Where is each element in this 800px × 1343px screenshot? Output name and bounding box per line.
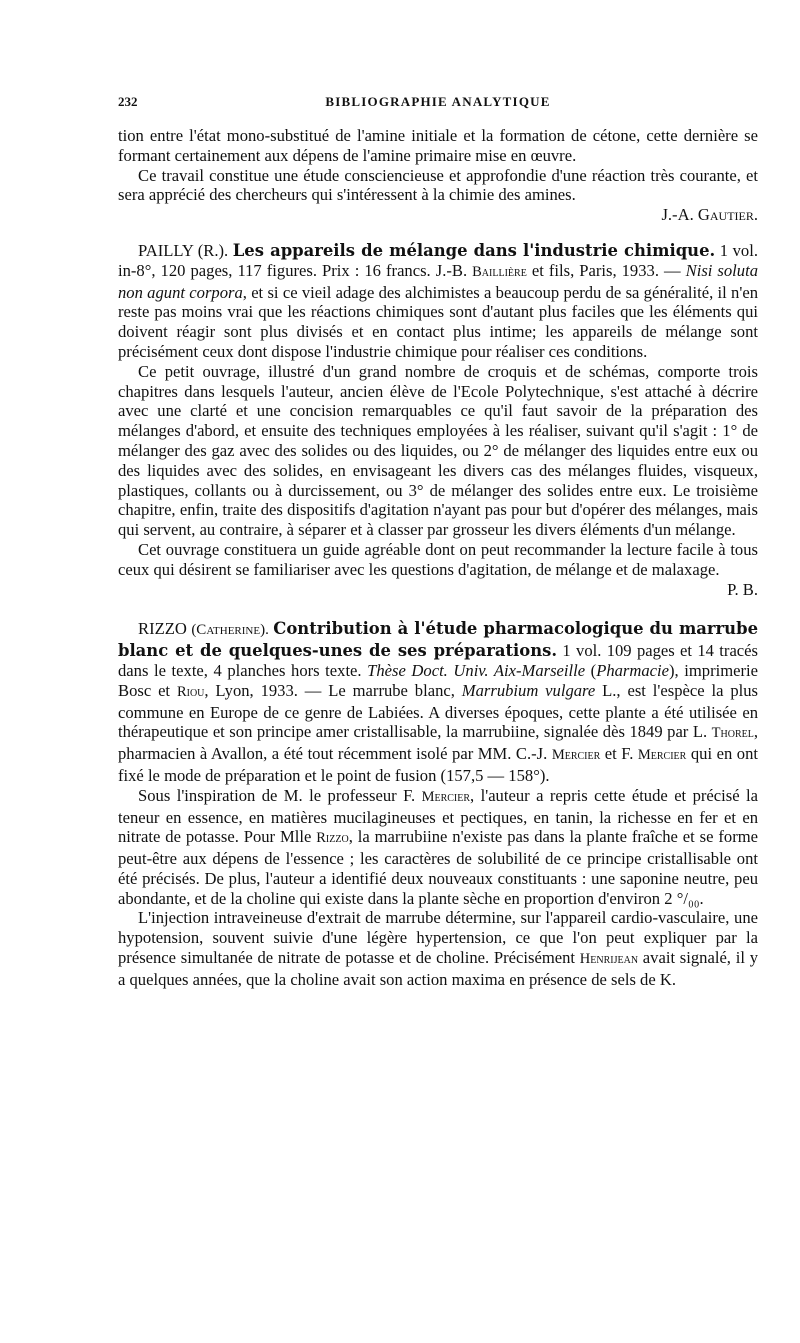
person-name: Henrijean [579, 951, 639, 968]
entry-publication: ( [585, 660, 597, 680]
entry-paragraph [118, 786, 758, 909]
entry-publication: 1 vol. 109 pages et 14 tracés dans le texte, 4 planches hors texte. [118, 641, 758, 680]
entry-text: qui en ont fixé le mode de préparation et le point de fusion (157,5 — 158°). [118, 744, 759, 785]
continuation-paragraph: Ce travail constitue une étude consciencieuse et approfondie d'une réaction très courante, et sera apprécié des chercheurs qui s'intéressent à la chimie des amines. [118, 165, 758, 205]
entry-citation [118, 619, 758, 785]
entry-text: L., est l'espèce la plus commune en Europe de ce genre de Labiées. A diverses époques, cette plante a été utilisée en thérapeutique et son principe amer cristallisable, la marrubiine, signalée dès 1849 par L. [118, 680, 758, 742]
entry-publication: 1 vol. in-8°, 120 pages, 117 figures. Prix : 16 francs. J.-B. [118, 240, 758, 280]
continuation-review [118, 126, 758, 225]
page-number: 232 [118, 94, 138, 109]
latin-name: Marrubium vulgare [461, 680, 596, 700]
entry-publication: et fils, Paris, 1933. — [526, 260, 686, 280]
publisher-name: Baillière [472, 263, 527, 280]
entry-paragraph: Ce petit ouvrage, illustré d'un grand nombre de croquis et de schémas, comporte trois chapitres dans lesquels l'auteur, ancien élève de l'Ecole Polytechnique, s'est attaché à décrire avec une clarté et une concision remarquables ce qu'il faut savoir de la préparation des mélanges d'abord, et ensuite des techniques employées à les réaliser, suivant qu'il s'agit : 1° de mélanger des gaz avec des solides ou des liquides, ou 2° de mélanger des liquides entre eux ou des liquides avec des solides, en envisageant les divers cas des mélanges fluides, visqueux, plastiques, collants ou à durcissement, ou 3° de mélanger des solides entre eux. Le troisième chapitre, enfin, traite des dispositifs d'agitation n'ayant pas pour but d'opérer des mélanges, mais qui servent, au contraire, à séparer et à classer par grosseur les divers éléments d'un mélange. [118, 361, 758, 540]
entry-author: PAILLY (R.). [138, 240, 229, 260]
entry-text: et F. [600, 744, 638, 764]
entry-text: avait signalé, il y a quelques années, que la choline avait son action maxima en présence de sels de K. [118, 948, 758, 989]
person-name: Mercier [551, 747, 601, 764]
entry-author: RIZZO [138, 619, 192, 639]
entry-paragraph: Cet ouvrage constituera un guide agréable dont on peut recommander la lecture facile à tous ceux qui désirent se familiariser avec les questions d'agitation, de mélange et de malaxage. [118, 539, 758, 579]
entry-paragraph [118, 908, 758, 989]
reviewer-signature [118, 205, 758, 225]
printer-name: Riou [176, 683, 205, 700]
signature-name: Gautier. [697, 205, 758, 225]
person-name: Mercier [637, 747, 687, 764]
entry-title: Les appareils de mélange dans l'industrie chimique. [232, 240, 716, 260]
entry-text: Sous l'inspiration de M. le professeur F. [138, 785, 422, 805]
entry-text: , pharmacien à Avallon, a été tout récemment isolé par MM. C.-J. [118, 722, 758, 764]
entry-author-firstname: (Catherine). [191, 622, 269, 639]
person-name: Rizzo [316, 830, 349, 847]
thesis-reference: Thèse Doct. Univ. Aix-Marseille [367, 660, 586, 680]
entry-text: , Lyon, 1933. — Le marrube blanc, [204, 680, 462, 700]
review-entry-rizzo [118, 619, 758, 989]
reviewer-signature: P. B. [727, 579, 758, 599]
faculty-name: Pharmacie [596, 660, 670, 680]
latin-motto: Nisi soluta non agunt corpora [118, 260, 758, 302]
entry-citation [118, 241, 758, 362]
person-name: Mercier [421, 788, 471, 805]
page-header [118, 92, 758, 114]
running-head: BIBLIOGRAPHIE ANALYTIQUE [325, 94, 551, 109]
person-name: Thorel [711, 725, 754, 742]
entry-publication: ), imprimerie Bosc et [118, 660, 758, 700]
entry-text: , l'auteur a repris cette étude et précisé la teneur en essence, en matières mucilagineuses et pectiques, en tanin, la richesse en fer et en nitrate de potasse. Pour Mlle [118, 785, 758, 847]
entry-text: , la marrubiine n'existe pas dans la plante fraîche et se forme peut-être aux dépens de l'essence ; les caractères de solubilité de ce principe cristallisable ont été précisés. De plus, l'auteur a identifié deux nouveaux constituants : une saponine neutre, peu abondante, et de la choline qui existe dans la plante sèche en proportion d'environ 2 °/₀₀. [118, 827, 759, 908]
entry-text: L'injection intraveineuse d'extrait de marrube détermine, sur l'appareil cardio-vasculaire, une hypotension, souvent suivie d'une légère hypertension, ce que l'on peut expliquer par la présence simultanée de nitrate de potasse et de choline. Précisément [118, 908, 758, 968]
review-entry-pailly [118, 241, 758, 599]
entry-title: Contribution à l'étude pharmacologique du marrube blanc et de quelques-unes de ses préparations. [118, 619, 758, 661]
signature-initials: J.-A. [661, 205, 698, 225]
entry-text: , et si ce vieil adage des alchimistes a beaucoup perdu de sa généralité, il n'en reste pas moins vrai que les réactions chimiques sont d'autant plus faciles que les éléments qui doivent réagir sont plus divisés et en contact plus intime; les appareils de mélange sont précisément ceux dont dispose l'industrie chimique pour réaliser ces conditions. [118, 282, 759, 361]
continuation-paragraph: tion entre l'état mono-substitué de l'amine initiale et la formation de cétone, cette dernière se formant certainement aux dépens de l'amine primaire mise en œuvre. [118, 126, 758, 165]
page [118, 92, 758, 990]
